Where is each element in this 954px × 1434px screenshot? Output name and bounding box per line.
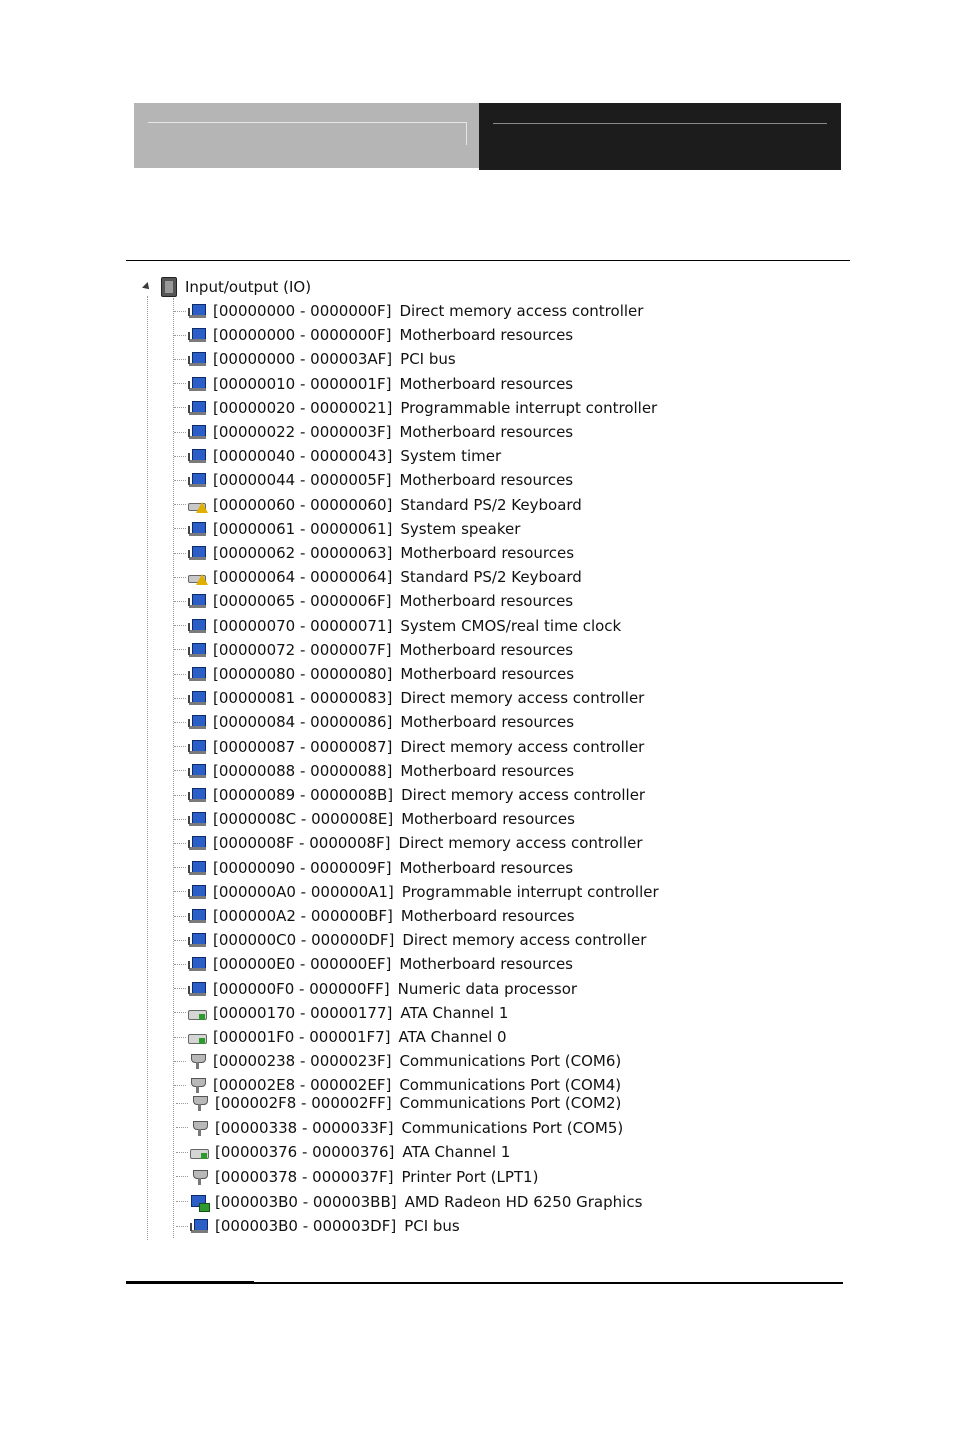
io-range: [00000022 - 0000003F]: [213, 423, 392, 441]
io-range: [0000008C - 0000008E]: [213, 810, 394, 829]
io-range: [00000238 - 0000023F]: [213, 1052, 392, 1071]
device-name: Motherboard resources: [399, 592, 574, 611]
tree-item[interactable]: [174, 953, 573, 975]
tree-connector: [174, 407, 186, 408]
io-range: [00000170 - 00000177]: [213, 1003, 393, 1022]
monitor-icon: [188, 690, 206, 706]
tree-item[interactable]: [174, 397, 657, 419]
tree-item[interactable]: [176, 1166, 538, 1188]
tree-connector: [176, 1103, 188, 1104]
monitor-icon: [188, 932, 206, 948]
tree-guide-line: [147, 296, 148, 1240]
io-range: [000000E0 - 000000EF]: [213, 955, 392, 974]
tree-item[interactable]: [174, 1050, 621, 1072]
tree-connector: [174, 770, 186, 771]
device-name: Direct memory access controller: [401, 786, 646, 804]
io-range: [000000A0 - 000000A1]: [213, 882, 394, 901]
monitor-icon: [188, 618, 206, 634]
monitor-icon: [188, 593, 206, 609]
io-range: [00000044 - 0000005F]: [213, 471, 392, 490]
tree-connector: [174, 843, 186, 844]
tree-connector: [174, 674, 186, 675]
port-icon: [190, 1095, 208, 1111]
monitor-icon: [188, 376, 206, 392]
tree-connector: [174, 698, 186, 699]
io-range: [000000F0 - 000000FF]: [213, 979, 390, 998]
io-range: [00000000 - 0000000F]: [213, 326, 392, 345]
tree-item[interactable]: [174, 615, 621, 637]
tree-connector: [176, 1201, 188, 1202]
tree-item[interactable]: [174, 832, 643, 854]
tree-connector: [174, 722, 186, 723]
port-icon: [190, 1120, 208, 1136]
tree-item[interactable]: [174, 736, 644, 758]
tree-item[interactable]: [174, 518, 520, 540]
device-name: Motherboard resources: [400, 761, 575, 780]
io-range: [00000376 - 00000376]: [215, 1143, 395, 1161]
io-range: [00000064 - 00000064]: [213, 568, 393, 587]
device-name: Standard PS/2 Keyboard: [400, 495, 582, 514]
io-range: [00000080 - 00000080]: [213, 665, 393, 683]
device-name: Communications Port (COM6): [399, 1052, 622, 1071]
tree-item[interactable]: [174, 760, 574, 782]
device-name: Motherboard resources: [400, 544, 575, 562]
bottom-divider-accent: [126, 1281, 254, 1284]
io-range: [00000090 - 0000009F]: [213, 858, 392, 877]
tree-connector: [174, 577, 186, 578]
device-name: System CMOS/real time clock: [400, 616, 622, 635]
tree-root-io[interactable]: [140, 276, 311, 298]
chip-icon: [161, 277, 177, 297]
tree-item[interactable]: [174, 857, 573, 879]
monitor-icon: [188, 424, 206, 440]
tree-item[interactable]: [176, 1141, 510, 1163]
device-name: Printer Port (LPT1): [401, 1167, 539, 1186]
monitor-icon: [188, 303, 206, 319]
tree-connector: [174, 891, 186, 892]
tree-item[interactable]: [174, 808, 575, 830]
tree-item[interactable]: [176, 1191, 642, 1213]
tree-item[interactable]: [176, 1215, 460, 1237]
device-name: Communications Port (COM5): [401, 1118, 624, 1137]
io-range: [00000087 - 00000087]: [213, 737, 393, 756]
io-range: [00000338 - 0000033F]: [215, 1118, 394, 1137]
display-adapter-icon: [190, 1194, 208, 1210]
tree-item[interactable]: [174, 348, 456, 370]
io-range: [00000040 - 00000043]: [213, 447, 393, 466]
monitor-icon: [188, 811, 206, 827]
monitor-icon: [188, 908, 206, 924]
tree-item[interactable]: [174, 494, 582, 516]
tree-connector: [176, 1226, 188, 1227]
tree-item[interactable]: [176, 1117, 623, 1139]
io-range: [000000C0 - 000000DF]: [213, 931, 395, 950]
io-range: [000002F8 - 000002FF]: [215, 1094, 392, 1112]
tree-item[interactable]: [174, 469, 573, 491]
monitor-icon: [188, 860, 206, 876]
device-name: Direct memory access controller: [398, 834, 643, 853]
tree-connector: [174, 867, 186, 868]
io-range: [0000008F - 0000008F]: [213, 834, 391, 853]
io-range: [000001F0 - 000001F7]: [213, 1028, 391, 1046]
port-icon: [190, 1169, 208, 1185]
device-name: Communications Port (COM4): [399, 1076, 622, 1095]
tree-connector: [174, 311, 186, 312]
io-range: [00000088 - 00000088]: [213, 761, 393, 780]
tree-item[interactable]: [174, 324, 573, 346]
monitor-icon: [188, 545, 206, 561]
monitor-icon: [188, 327, 206, 343]
tree-connector: [174, 1037, 186, 1038]
device-name: Motherboard resources: [399, 955, 573, 974]
tree-connector: [174, 504, 186, 505]
tree-item[interactable]: [174, 905, 575, 927]
tree-connector: [174, 1012, 186, 1013]
port-icon: [188, 1077, 206, 1093]
device-name: Motherboard resources: [400, 665, 575, 683]
tree-item[interactable]: [174, 881, 659, 903]
device-name: ATA Channel 0: [398, 1028, 507, 1046]
tree-connector: [174, 916, 186, 917]
monitor-icon: [188, 884, 206, 900]
device-name: ATA Channel 1: [400, 1003, 509, 1022]
tree-connector: [174, 649, 186, 650]
tree-item[interactable]: [174, 784, 645, 806]
drive-icon: [188, 1005, 206, 1021]
tree-connector: [174, 359, 186, 360]
monitor-icon: [188, 714, 206, 730]
monitor-icon: [188, 351, 206, 367]
keyboard-warning-icon: [188, 497, 206, 513]
tree-connector: [174, 746, 186, 747]
port-icon: [188, 1053, 206, 1069]
tree-connector: [174, 1085, 186, 1086]
tree-connector: [174, 1061, 186, 1062]
monitor-icon: [188, 472, 206, 488]
device-name: Direct memory access controller: [402, 931, 647, 950]
drive-icon: [190, 1144, 208, 1160]
io-range: [00000089 - 0000008B]: [213, 786, 394, 804]
device-name: Motherboard resources: [399, 640, 574, 659]
tree-connector: [176, 1176, 188, 1177]
tree-connector: [174, 795, 186, 796]
device-manager-tree: [140, 274, 659, 1240]
device-name: System timer: [400, 447, 502, 466]
device-name: Motherboard resources: [399, 471, 574, 490]
device-name: Motherboard resources: [399, 374, 574, 393]
monitor-icon: [188, 981, 206, 997]
device-name: Motherboard resources: [400, 907, 575, 925]
io-range: [000002E8 - 000002EF]: [213, 1076, 392, 1095]
device-name: Motherboard resources: [400, 713, 575, 732]
tree-item[interactable]: [174, 978, 577, 1000]
top-divider: [126, 260, 850, 261]
tree-connector: [174, 480, 186, 481]
device-name: Motherboard resources: [399, 858, 574, 877]
tree-item[interactable]: [174, 373, 573, 395]
device-name: Programmable interrupt controller: [401, 882, 659, 901]
device-name: System speaker: [400, 519, 521, 538]
io-range: [00000065 - 0000006F]: [213, 592, 392, 611]
tree-item[interactable]: [174, 590, 573, 612]
device-name: Motherboard resources: [401, 810, 575, 829]
tree-item[interactable]: [174, 929, 646, 951]
device-name: Numeric data processor: [397, 979, 578, 998]
tree-item[interactable]: [174, 542, 574, 564]
banner-rule: [493, 123, 827, 124]
io-range: [00000000 - 0000000F]: [213, 302, 392, 320]
tree-connector: [174, 383, 186, 384]
tree-connector: [174, 964, 186, 965]
tree-connector: [174, 625, 186, 626]
device-name: Direct memory access controller: [399, 302, 644, 320]
tree-connector: [174, 456, 186, 457]
monitor-icon: [188, 956, 206, 972]
monitor-icon: [190, 1218, 208, 1234]
tree-item[interactable]: [174, 566, 582, 588]
drive-icon: [188, 1029, 206, 1045]
device-name: Programmable interrupt controller: [400, 398, 658, 417]
monitor-icon: [188, 739, 206, 755]
monitor-icon: [188, 666, 206, 682]
device-name: Communications Port (COM2): [399, 1094, 622, 1112]
io-range: [000003B0 - 000003DF]: [215, 1217, 397, 1235]
io-range: [00000084 - 00000086]: [213, 713, 393, 732]
collapse-arrow-icon[interactable]: [142, 282, 152, 292]
device-name: ATA Channel 1: [402, 1143, 511, 1161]
device-name: Motherboard resources: [399, 326, 574, 345]
monitor-icon: [188, 400, 206, 416]
io-range: [00000060 - 00000060]: [213, 495, 393, 514]
tree-item[interactable]: [174, 711, 574, 733]
tree-item[interactable]: [174, 1002, 508, 1024]
tree-item[interactable]: [174, 663, 574, 685]
tree-item[interactable]: [174, 639, 573, 661]
monitor-icon: [188, 448, 206, 464]
header-banner-right: [479, 103, 841, 170]
io-range: [00000062 - 00000063]: [213, 544, 393, 562]
monitor-icon: [188, 763, 206, 779]
device-name: Direct memory access controller: [400, 689, 645, 708]
io-range: [00000378 - 0000037F]: [215, 1167, 394, 1186]
tree-item[interactable]: [174, 1026, 507, 1048]
device-name: AMD Radeon HD 6250 Graphics: [404, 1192, 643, 1211]
tree-item[interactable]: [174, 687, 644, 709]
io-range: [00000070 - 00000071]: [213, 616, 393, 635]
tree-connector: [174, 988, 186, 989]
device-name: PCI bus: [400, 350, 456, 369]
tree-connector: [174, 601, 186, 602]
device-name: PCI bus: [404, 1217, 460, 1235]
header-banner-left: [134, 103, 479, 168]
monitor-icon: [188, 787, 206, 803]
tree-connector: [174, 335, 186, 336]
tree-root-label: Input/output (IO): [185, 278, 312, 296]
monitor-icon: [188, 835, 206, 851]
tree-item[interactable]: [176, 1092, 621, 1114]
tree-connector: [176, 1152, 188, 1153]
tree-connector: [174, 432, 186, 433]
device-name: Direct memory access controller: [400, 737, 645, 756]
io-range: [000000A2 - 000000BF]: [213, 907, 393, 925]
banner-rule: [148, 122, 467, 145]
io-range: [00000072 - 0000007F]: [213, 640, 392, 659]
io-range: [000003B0 - 000003BB]: [215, 1192, 397, 1211]
io-range: [00000000 - 000003AF]: [213, 350, 393, 369]
tree-item[interactable]: [174, 421, 573, 443]
tree-connector: [174, 940, 186, 941]
io-range: [00000061 - 00000061]: [213, 519, 393, 538]
tree-item[interactable]: [174, 445, 501, 467]
device-name: Motherboard resources: [399, 423, 574, 441]
tree-connector: [174, 553, 186, 554]
tree-connector: [174, 528, 186, 529]
io-range: [00000010 - 0000001F]: [213, 374, 392, 393]
monitor-icon: [188, 521, 206, 537]
keyboard-warning-icon: [188, 569, 206, 585]
device-name: Standard PS/2 Keyboard: [400, 568, 582, 587]
io-range: [00000081 - 00000083]: [213, 689, 393, 708]
tree-connector: [174, 819, 186, 820]
tree-connector: [176, 1127, 188, 1128]
tree-item[interactable]: [174, 300, 643, 322]
io-range: [00000020 - 00000021]: [213, 398, 393, 417]
monitor-icon: [188, 642, 206, 658]
